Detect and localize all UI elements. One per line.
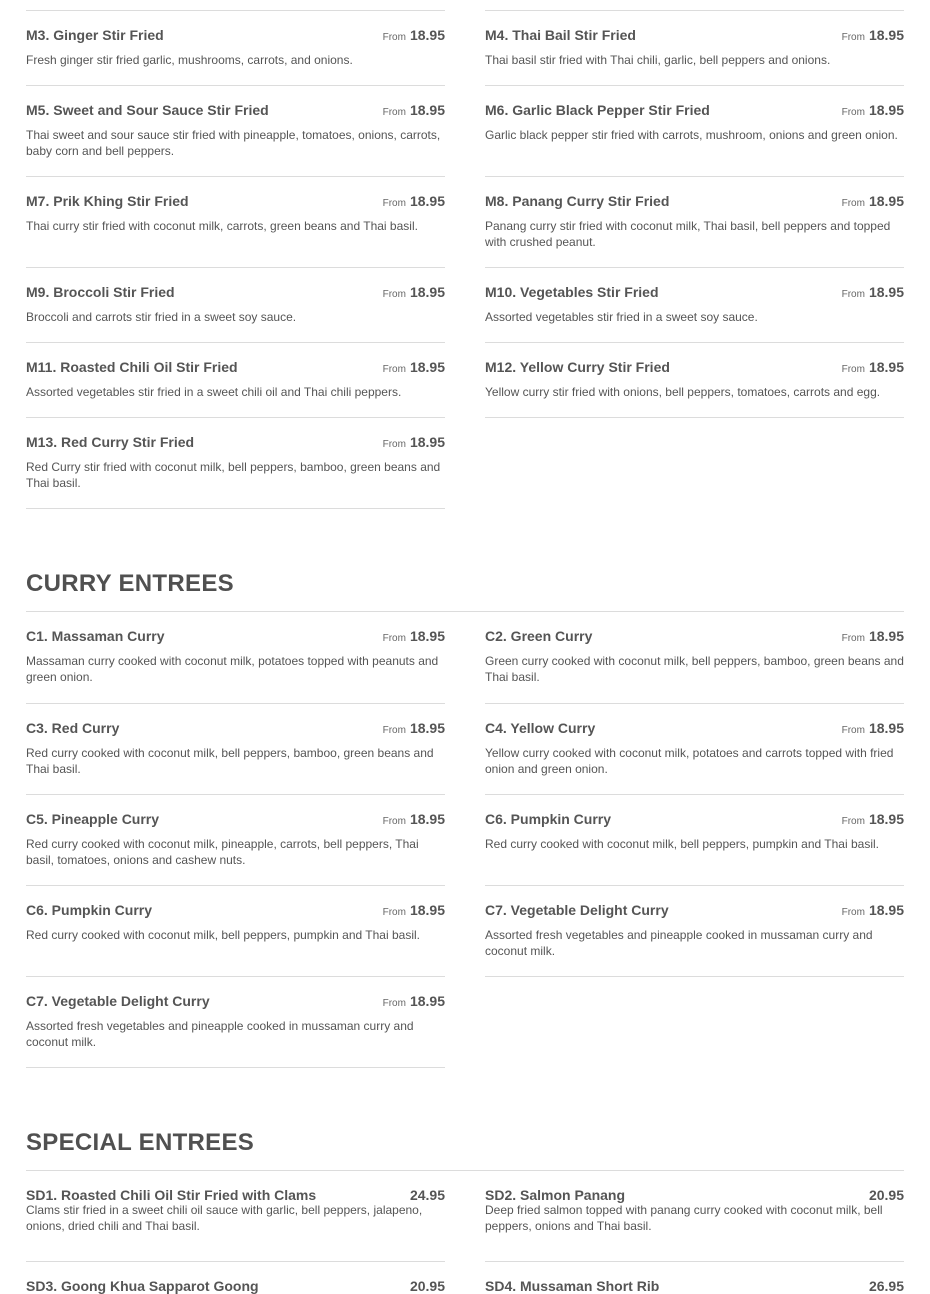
item-price bbox=[842, 193, 904, 209]
menu-item[interactable] bbox=[485, 1171, 904, 1262]
menu-item[interactable] bbox=[485, 267, 904, 343]
item-price bbox=[383, 720, 445, 736]
item-description: Red curry cooked with coconut milk, bell peppers, pumpkin and Thai basil. bbox=[485, 837, 879, 851]
item-name: M10. Vegetables Stir Fried bbox=[485, 284, 659, 300]
menu-item[interactable] bbox=[485, 703, 904, 795]
menu-item[interactable] bbox=[26, 1171, 445, 1262]
item-price: 20.95 bbox=[868, 1187, 904, 1203]
price-value: 18.95 bbox=[409, 628, 445, 644]
item-description: Assorted vegetables stir fried in a sweet soy sauce. bbox=[485, 310, 758, 324]
item-description: Clams stir fried in a sweet chili oil sauce with garlic, bell peppers, jalapeno, onions, dried chili and Thai basil. bbox=[26, 1203, 423, 1233]
price-prefix: From bbox=[382, 107, 406, 118]
item-price bbox=[383, 902, 445, 918]
item-description: Thai basil stir fried with Thai chili, garlic, bell peppers and onions. bbox=[485, 53, 831, 67]
menu-item[interactable] bbox=[485, 342, 904, 418]
item-name: M8. Panang Curry Stir Fried bbox=[485, 193, 670, 209]
price-value: 18.95 bbox=[868, 359, 904, 375]
item-description: Assorted vegetables stir fried in a sweet chili oil and Thai chili peppers. bbox=[26, 385, 402, 399]
item-price bbox=[842, 628, 904, 644]
menu-item[interactable] bbox=[485, 176, 904, 268]
item-name: M9. Broccoli Stir Fried bbox=[26, 284, 175, 300]
item-price bbox=[383, 628, 445, 644]
item-name: SD3. Goong Khua Sapparot Goong bbox=[26, 1278, 259, 1294]
price-value: 18.95 bbox=[409, 193, 445, 209]
item-name: SD4. Mussaman Short Rib bbox=[485, 1278, 660, 1294]
price-prefix: From bbox=[382, 725, 406, 736]
menu-item[interactable] bbox=[26, 612, 445, 704]
price-prefix: From bbox=[382, 907, 406, 918]
item-name: C7. Vegetable Delight Curry bbox=[26, 993, 210, 1009]
price-prefix: From bbox=[382, 816, 406, 827]
price-value: 18.95 bbox=[409, 902, 445, 918]
price-value: 18.95 bbox=[409, 993, 445, 1009]
menu-item[interactable] bbox=[485, 85, 904, 177]
price-prefix: From bbox=[841, 633, 865, 644]
item-price bbox=[842, 720, 904, 736]
price-prefix: From bbox=[382, 439, 406, 450]
item-name: C2. Green Curry bbox=[485, 628, 593, 644]
divider bbox=[26, 508, 445, 509]
menu-item[interactable] bbox=[26, 417, 445, 509]
item-name: M12. Yellow Curry Stir Fried bbox=[485, 359, 670, 375]
section-title-curry: CURRY ENTREES bbox=[26, 570, 234, 597]
item-name: M13. Red Curry Stir Fried bbox=[26, 434, 195, 450]
item-description: Thai sweet and sour sauce stir fried with pineapple, tomatoes, onions, carrots, baby corn and bell peppers. bbox=[26, 128, 441, 158]
divider bbox=[485, 417, 904, 418]
menu-item[interactable] bbox=[26, 703, 445, 795]
menu-item[interactable] bbox=[26, 976, 445, 1068]
item-name: C3. Red Curry bbox=[26, 720, 120, 736]
item-description: Yellow curry stir fried with onions, bell peppers, tomatoes, carrots and egg. bbox=[485, 385, 881, 399]
price-prefix: From bbox=[841, 725, 865, 736]
item-price bbox=[383, 284, 445, 300]
price-prefix: From bbox=[841, 32, 865, 43]
item-name: M3. Ginger Stir Fried bbox=[26, 27, 164, 43]
price-value: 18.95 bbox=[409, 811, 445, 827]
price-value: 18.95 bbox=[868, 284, 904, 300]
item-price bbox=[842, 102, 904, 118]
price-value: 18.95 bbox=[409, 102, 445, 118]
price-prefix: From bbox=[382, 364, 406, 375]
divider bbox=[485, 976, 904, 977]
item-description: Fresh ginger stir fried garlic, mushrooms, carrots, and onions. bbox=[26, 53, 353, 67]
item-name: C4. Yellow Curry bbox=[485, 720, 596, 736]
item-name: C6. Pumpkin Curry bbox=[485, 811, 612, 827]
item-price bbox=[383, 993, 445, 1009]
divider bbox=[26, 1067, 445, 1068]
item-price bbox=[383, 811, 445, 827]
item-description: Deep fried salmon topped with panang curry cooked with coconut milk, bell peppers, onions and Thai basil. bbox=[485, 1203, 883, 1233]
item-price bbox=[383, 434, 445, 450]
item-description: Panang curry stir fried with coconut milk, Thai basil, bell peppers and topped with crushed peanut. bbox=[485, 219, 891, 249]
menu-item[interactable] bbox=[26, 794, 445, 886]
price-value: 18.95 bbox=[409, 27, 445, 43]
item-description: Red curry cooked with coconut milk, bell peppers, pumpkin and Thai basil. bbox=[26, 928, 420, 942]
menu-item[interactable] bbox=[485, 10, 904, 86]
menu-item[interactable] bbox=[26, 267, 445, 343]
item-price bbox=[842, 902, 904, 918]
price-prefix: From bbox=[382, 998, 406, 1009]
menu-item[interactable] bbox=[26, 885, 445, 977]
price-prefix: From bbox=[841, 107, 865, 118]
price-value: 18.95 bbox=[868, 27, 904, 43]
item-price bbox=[842, 359, 904, 375]
item-description: Garlic black pepper stir fried with carrots, mushroom, onions and green onion. bbox=[485, 128, 898, 142]
item-name: C7. Vegetable Delight Curry bbox=[485, 902, 669, 918]
price-prefix: From bbox=[841, 198, 865, 209]
item-description: Red Curry stir fried with coconut milk, bell peppers, bamboo, green beans and Thai basil. bbox=[26, 460, 441, 490]
item-name: C1. Massaman Curry bbox=[26, 628, 165, 644]
item-name: C6. Pumpkin Curry bbox=[26, 902, 153, 918]
item-price: 24.95 bbox=[409, 1187, 445, 1203]
item-name: SD1. Roasted Chili Oil Stir Fried with Clams bbox=[26, 1187, 317, 1203]
item-price bbox=[842, 27, 904, 43]
item-description: Broccoli and carrots stir fried in a sweet soy sauce. bbox=[26, 310, 297, 324]
item-price bbox=[842, 811, 904, 827]
price-value: 18.95 bbox=[409, 720, 445, 736]
price-value: 18.95 bbox=[868, 193, 904, 209]
item-description: Green curry cooked with coconut milk, bell peppers, bamboo, green beans and Thai basil. bbox=[485, 654, 904, 684]
item-description: Red curry cooked with coconut milk, pineapple, carrots, bell peppers, Thai basil, tomatoes, onions and cashew nuts. bbox=[26, 837, 419, 867]
price-prefix: From bbox=[382, 32, 406, 43]
item-price bbox=[383, 359, 445, 375]
menu-item[interactable] bbox=[26, 85, 445, 177]
price-value: 18.95 bbox=[409, 359, 445, 375]
item-price: 20.95 bbox=[409, 1278, 445, 1294]
menu-item[interactable] bbox=[26, 176, 445, 268]
menu-item[interactable] bbox=[26, 342, 445, 418]
item-description: Red curry cooked with coconut milk, bell peppers, bamboo, green beans and Thai basil. bbox=[26, 746, 434, 776]
item-name: M4. Thai Bail Stir Fried bbox=[485, 27, 636, 43]
item-name: M11. Roasted Chili Oil Stir Fried bbox=[26, 359, 238, 375]
price-value: 18.95 bbox=[868, 811, 904, 827]
item-name: M5. Sweet and Sour Sauce Stir Fried bbox=[26, 102, 269, 118]
price-value: 18.95 bbox=[409, 434, 445, 450]
menu-item[interactable] bbox=[485, 1261, 904, 1294]
price-prefix: From bbox=[841, 289, 865, 300]
price-prefix: From bbox=[841, 907, 865, 918]
item-name: M6. Garlic Black Pepper Stir Fried bbox=[485, 102, 710, 118]
price-prefix: From bbox=[841, 816, 865, 827]
price-value: 18.95 bbox=[868, 628, 904, 644]
item-price bbox=[383, 27, 445, 43]
menu-item[interactable] bbox=[485, 885, 904, 977]
item-price bbox=[842, 284, 904, 300]
menu-item[interactable] bbox=[485, 612, 904, 704]
price-value: 18.95 bbox=[868, 102, 904, 118]
price-value: 18.95 bbox=[868, 720, 904, 736]
item-price bbox=[383, 193, 445, 209]
menu-item[interactable] bbox=[26, 1261, 445, 1294]
item-description: Thai curry stir fried with coconut milk, carrots, green beans and Thai basil. bbox=[26, 219, 418, 233]
price-prefix: From bbox=[382, 633, 406, 644]
price-prefix: From bbox=[382, 289, 406, 300]
item-name: M7. Prik Khing Stir Fried bbox=[26, 193, 189, 209]
price-prefix: From bbox=[382, 198, 406, 209]
item-price bbox=[383, 102, 445, 118]
menu-item[interactable] bbox=[485, 794, 904, 886]
item-description: Assorted fresh vegetables and pineapple cooked in mussaman curry and coconut milk. bbox=[26, 1019, 414, 1049]
item-description: Massaman curry cooked with coconut milk, potatoes topped with peanuts and green onion. bbox=[26, 654, 439, 684]
price-prefix: From bbox=[841, 364, 865, 375]
item-description: Assorted fresh vegetables and pineapple cooked in mussaman curry and coconut milk. bbox=[485, 928, 873, 958]
price-value: 18.95 bbox=[868, 902, 904, 918]
price-value: 18.95 bbox=[409, 284, 445, 300]
menu-item[interactable] bbox=[26, 10, 445, 86]
item-name: SD2. Salmon Panang bbox=[485, 1187, 626, 1203]
item-description: Yellow curry cooked with coconut milk, potatoes and carrots topped with fried onion and green onion. bbox=[485, 746, 894, 776]
section-title-special: SPECIAL ENTREES bbox=[26, 1129, 255, 1156]
item-price: 26.95 bbox=[868, 1278, 904, 1294]
item-name: C5. Pineapple Curry bbox=[26, 811, 160, 827]
